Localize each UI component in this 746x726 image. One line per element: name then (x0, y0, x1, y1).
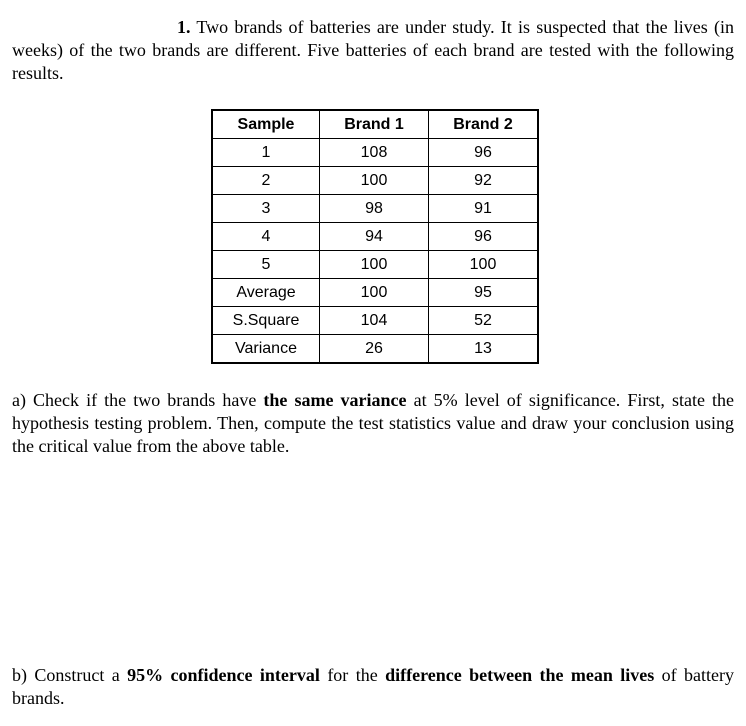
part-b-emphasis-1: 95% confidence interval (127, 665, 320, 685)
part-b-post: of battery brands. (12, 665, 734, 708)
sample-cell: 4 (212, 223, 320, 251)
brand-1-variance: 26 (320, 335, 429, 364)
brand-2-cell: 92 (429, 167, 539, 195)
problem-intro: Two brands of batteries are under study. It is suspected that the lives (in weeks) of the two brands are different. Five batteries of each brand are tested with the following results. (12, 17, 734, 83)
summary-row-variance (212, 335, 538, 364)
summary-row-s-square (212, 307, 538, 335)
brand-2-average: 95 (429, 279, 539, 307)
part-b-mid: for the (319, 665, 386, 685)
battery-data-table (211, 109, 539, 364)
brand-1-average: 100 (320, 279, 429, 307)
brand-1-cell: 108 (320, 139, 429, 167)
brand-2-cell: 96 (429, 139, 539, 167)
brand-1-cell: 100 (320, 167, 429, 195)
part-a-post: at 5% level of significance. First, state the hypothesis testing problem. Then, compute the test statistics value and draw your conclusion using the critical value from the above table. (12, 390, 735, 456)
part-a-pre: a) Check if the two brands have (12, 390, 264, 410)
brand-1-cell: 98 (320, 195, 429, 223)
summary-label: Average (212, 279, 320, 307)
part-b-question (12, 664, 734, 710)
header-brand-2: Brand 2 (429, 110, 539, 139)
header-brand-1: Brand 1 (320, 110, 429, 139)
problem-statement (12, 16, 734, 85)
problem-number: 1. (177, 17, 191, 37)
table-row (212, 195, 538, 223)
table-header-row (212, 110, 538, 139)
table-row (212, 251, 538, 279)
part-b-emphasis-2: difference between the mean lives (385, 665, 655, 685)
sample-cell: 3 (212, 195, 320, 223)
part-a-emphasis: the same variance (263, 390, 407, 410)
brand-2-s-square: 52 (429, 307, 539, 335)
header-sample: Sample (212, 110, 320, 139)
sample-cell: 5 (212, 251, 320, 279)
summary-row-average (212, 279, 538, 307)
table-row (212, 167, 538, 195)
summary-label: S.Square (212, 307, 320, 335)
part-b-pre: b) Construct a (12, 665, 128, 685)
brand-2-cell: 96 (429, 223, 539, 251)
brand-1-s-square: 104 (320, 307, 429, 335)
summary-label: Variance (212, 335, 320, 364)
sample-cell: 2 (212, 167, 320, 195)
brand-2-cell: 91 (429, 195, 539, 223)
brand-2-variance: 13 (429, 335, 539, 364)
brand-1-cell: 94 (320, 223, 429, 251)
brand-1-cell: 100 (320, 251, 429, 279)
sample-cell: 1 (212, 139, 320, 167)
brand-2-cell: 100 (429, 251, 539, 279)
part-a-question (12, 389, 734, 458)
table-row (212, 223, 538, 251)
table-row (212, 139, 538, 167)
